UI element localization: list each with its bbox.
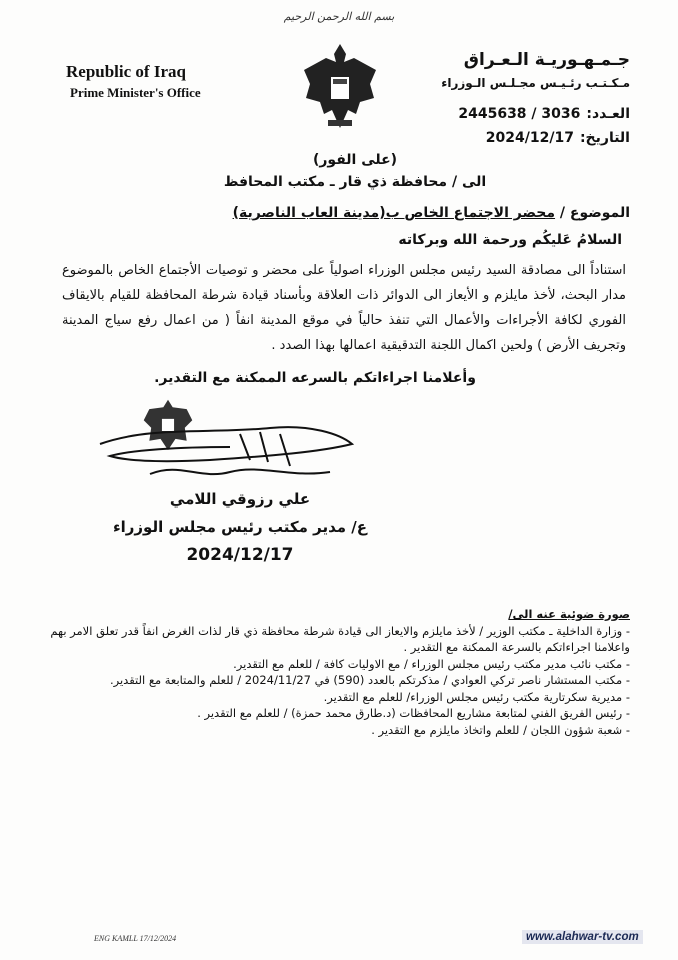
cc-item: - مكتب المستشار ناصر تركي العوادي / مذكرتكم بالعدد (590) في 2024/11/27 / للعلم والمتابعة مع التقدير. [109, 673, 630, 687]
cc-section [40, 606, 630, 738]
letterhead-english-subtitle: Prime Minister's Office [70, 85, 201, 100]
letter-body: استناداً الى مصادقة السيد رئيس مجلس الوزراء اصولياً على محضر و توصيات الأجتماع الخاص بالموضوع مدار البحث، لأخذ مايلزم و الأيعاز الى الدوائر ذات العلاقة وبأسناد قيادة شرطة المحافظة للقيام بالايقاف الفوري لكافة الأجراءات والأعمال التي تنفذ حالياً في موقع المدينة انفاً ( من اعمال رفع سياج المدينة وتجريف الأرض ) ولحين اكمال اللجنة التدقيقية اعمالها بهذا الصدد . [62, 263, 626, 353]
letterhead-english-title: Republic of Iraq [66, 62, 186, 81]
closing-line: وأعلامنا اجراءاتكم بالسرعه الممكنة مع التقدير. [154, 370, 476, 386]
cc-title: صورة ضوئية عنه الى/ [508, 607, 630, 621]
signatory-name: علي رزوقي اللامي [169, 490, 311, 508]
cc-item: - مديرية سكرتارية مكتب رئيس مجلس الوزراء/ للعلم مع التقدير. [323, 689, 630, 704]
cc-item: - مكتب نائب مدير مكتب رئيس مجلس الوزراء / مع الاوليات كافة / للعلم مع التقدير. [233, 656, 630, 671]
iraq-eagle-emblem-icon [300, 40, 380, 132]
handwritten-signature-icon [90, 414, 360, 486]
typist-initials: ENG KAMLL 17/12/2024 [94, 934, 177, 943]
signature-block [90, 396, 390, 566]
reference-label: العـدد: [586, 106, 630, 122]
greeting: السلامُ عَليكُم ورحمة الله وبركاته [398, 232, 622, 248]
subject-label: الموضوع / [559, 205, 630, 221]
recipient: الى / محافظة ذي قار ـ مكتب المحافظ [223, 174, 487, 190]
signatory-title: ع/ مدير مكتب رئيس مجلس الوزراء [112, 518, 368, 536]
letterhead-arabic-title: جـمـهـوريـة الـعـراق [463, 50, 630, 70]
website-watermark: www.alahwar-tv.com [522, 930, 643, 944]
subject-value: محضر الاجتماع الخاص ب(مدينة العاب الناصرية) [232, 205, 556, 221]
reference-number [458, 106, 630, 122]
cc-item: - رئيس الفريق الفني لمتابعة مشاريع المحافظات (د.طارق محمد حمزة) / للعلم مع التقدير . [197, 706, 630, 720]
date-label: التاريخ: [579, 130, 630, 146]
date-value: 2024/12/17 [485, 130, 574, 146]
letterhead-arabic-subtitle: مـكـتـب رئـيـس مجـلـس الـوزراء [441, 76, 630, 90]
basmala-calligraphy: بسم الله الرحمن الرحيم [283, 10, 395, 23]
cc-item: - شعبة شؤون اللجان / للعلم واتخاذ مايلزم مع التقدير . [371, 722, 630, 737]
letter-content [40, 258, 630, 738]
signature-date: 2024/12/17 [186, 545, 294, 565]
subject-line [233, 205, 630, 221]
letter-date [486, 130, 630, 146]
reference-value: 2445638 / 3036 [458, 106, 581, 122]
urgent-marker: (على الفور) [312, 152, 398, 168]
cc-item: - وزارة الداخلية ـ مكتب الوزير / لأخذ مايلزم والايعاز الى قيادة شرطة محافظة ذي قار لذات الغرض انفاً قدر تعلق الامر بهم واعلامنا اجراءاتكم بالسرعة الممكنة مع التقدير . [50, 623, 630, 654]
